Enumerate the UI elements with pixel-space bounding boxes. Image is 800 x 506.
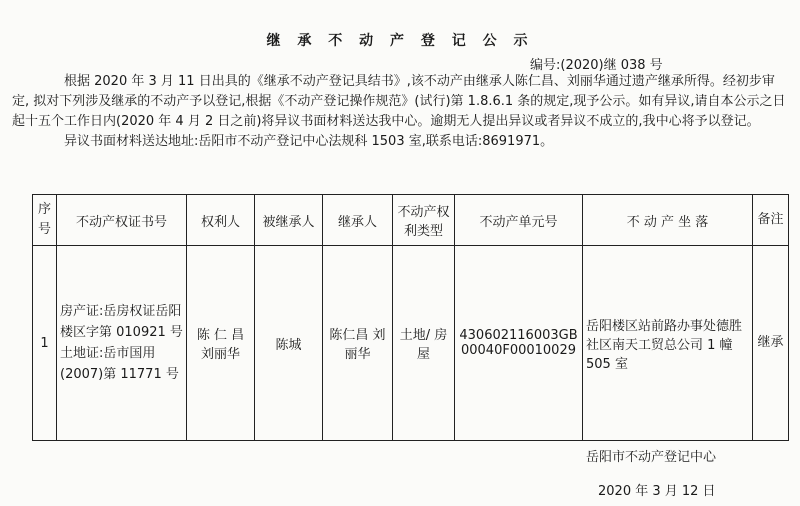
cell-remark: 继承 — [753, 246, 789, 441]
header-seq: 序号 — [33, 195, 57, 246]
header-heir: 继承人 — [323, 195, 393, 246]
document-number: 编号:(2020)继 038 号 — [530, 58, 663, 73]
cell-cert — [57, 246, 187, 441]
cell-heir: 陈仁昌 刘丽华 — [323, 246, 393, 441]
notice-paragraph-address: 异议书面材料送达地址:岳阳市不动产登记中心法规科 1503 室,联系电话:8691971。 — [64, 134, 554, 149]
header-right-type: 不动产权利类型 — [393, 195, 455, 246]
cell-owner: 陈 仁 昌 刘丽华 — [187, 246, 255, 441]
cell-cert-land: 土地证:岳市国用(2007)第 11771 号 — [60, 346, 179, 382]
header-cert: 不动产权证书号 — [57, 195, 187, 246]
header-decedent: 被继承人 — [255, 195, 323, 246]
table-header-row — [33, 195, 789, 246]
cell-right-type: 土地/ 房屋 — [393, 246, 455, 441]
cell-location: 岳阳楼区站前路办事处德胜社区南天工贸总公司 1 幢 505 室 — [583, 246, 753, 441]
issue-date: 2020 年 3 月 12 日 — [598, 484, 716, 499]
header-location: 不 动 产 坐 落 — [583, 195, 753, 246]
issuing-organization: 岳阳市不动产登记中心 — [586, 450, 717, 465]
notice-title: 继 承 不 动 产 登 记 公 示 — [266, 33, 534, 49]
table-row — [33, 246, 789, 441]
header-remark: 备注 — [753, 195, 789, 246]
cell-seq: 1 — [33, 246, 57, 441]
header-unit-no: 不动产单元号 — [455, 195, 583, 246]
cell-unit-no: 430602116003GB00040F00010029 — [455, 246, 583, 441]
header-owner: 权利人 — [187, 195, 255, 246]
cell-cert-house: 房产证:岳房权证岳阳楼区字第 010921 号 — [60, 304, 183, 340]
notice-paragraph-main: 根据 2020 年 3 月 11 日出具的《继承不动产登记具结书》,该不动产由继承人陈仁昌、刘丽华通过遗产继承所得。经初步审定, 拟对下列涉及继承的不动产予以登记,根据《不动产登记操作规范》(试行)第 1.8.6.1 条的规定,现予公示。如有异议,请自本公示之日起十五个工作日内(2020 年 4 月 2 日之前)将异议书面材料送达我中心。逾期无人提出异议或者异议不成立的,我中心将予以登记。 — [12, 74, 786, 129]
cell-decedent: 陈城 — [255, 246, 323, 441]
property-table — [32, 194, 789, 441]
notice-body — [12, 72, 788, 152]
